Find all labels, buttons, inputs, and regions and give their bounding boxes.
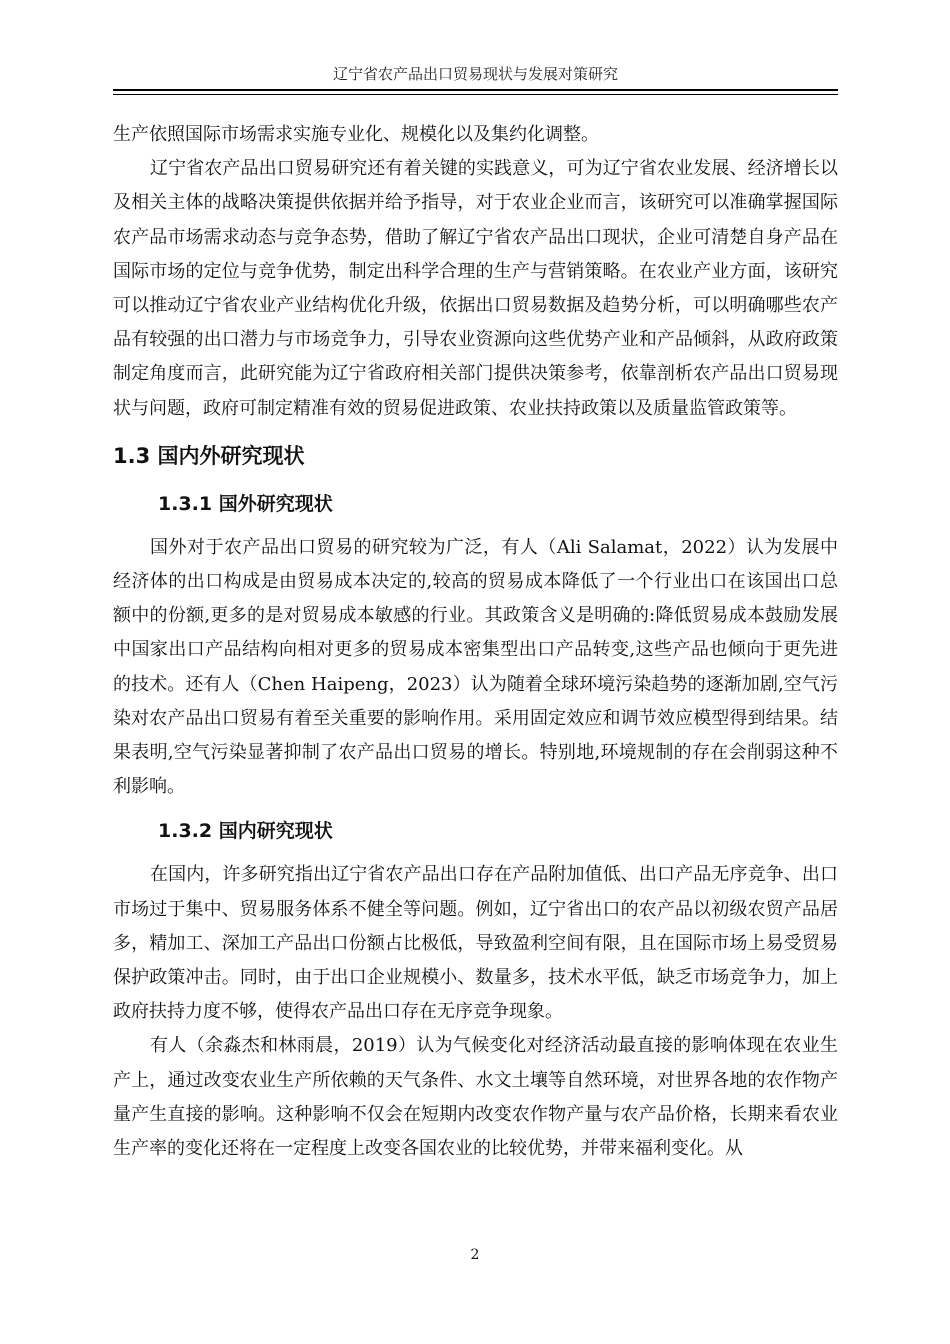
page-number: 2: [470, 1247, 480, 1263]
subsection-heading-1-3-2: 1.3.2 国内研究现状: [158, 820, 333, 843]
paragraph-foreign-research: 国外对于农产品出口贸易的研究较为广泛，有人（Ali Salamat，2022）认为发展中经济体的出口构成是由贸易成本决定的,较高的贸易成本降低了一个行业出口在该国出口总额中的份额,更多的是对贸易成本敏感的行业。其政策含义是明确的:降低贸易成本鼓励发展中国家出口产品结构向相对更多的贸易成本密集型出口产品转变,这些产品也倾向于更先进的技术。还有人（Chen Haipeng，2023）认为随着全球环境污染趋势的逐渐加剧,空气污染对农产品出口贸易有着至关重要的影响作用。采用固定效应和调节效应模型得到结果。结果表明,空气污染显著抑制了农产品出口贸易的增长。特别地,环境规制的存在会削弱这种不利影响。: [113, 536, 838, 798]
paragraph-domestic-research: 在国内，许多研究指出辽宁省农产品出口存在产品附加值低、出口产品无序竞争、出口市场过于集中、贸易服务体系不健全等问题。例如，辽宁省出口的农产品以初级农贸产品居多，精加工、深加工产品出口份额占比极低，导致盈利空间有限，且在国际市场上易受贸易保护政策冲击。同时，由于出口企业规模小、数量多，技术水平低，缺乏市场竞争力，加上政府扶持力度不够，使得农产品出口存在无序竞争现象。: [113, 864, 838, 1023]
page-body: [113, 118, 838, 1166]
paragraph-practical-significance: 辽宁省农产品出口贸易研究还有着关键的实践意义，可为辽宁省农业发展、经济增长以及相关主体的战略决策提供依据并给予指导，对于农业企业而言，该研究可以准确掌握国际农产品市场需求动态与竞争态势，借助了解辽宁省农产品出口现状，企业可清楚自身产品在国际市场的定位与竞争优势，制定出科学合理的生产与营销策略。在农业产业方面，该研究可以推动辽宁省农业产业结构优化升级，依据出口贸易数据及趋势分析，可以明确哪些农产品有较强的出口潜力与市场竞争力，引导农业资源向这些优势产业和产品倾斜，从政府政策制定角度而言，此研究能为辽宁省政府相关部门提供决策参考，依靠剖析农产品出口贸易现状与问题，政府可制定精准有效的贸易促进政策、农业扶持政策以及质量监管政策等。: [113, 158, 838, 419]
header-rule-thin: [113, 94, 838, 95]
subsection-heading-1-3-1: 1.3.1 国外研究现状: [158, 492, 333, 515]
running-header: 辽宁省农产品出口贸易现状与发展对策研究: [332, 65, 618, 83]
header-rule-thick: [113, 89, 838, 91]
paragraph-climate-research: 有人（余淼杰和林雨晨，2019）认为气候变化对经济活动最直接的影响体现在农业生产上，通过改变农业生产所依赖的天气条件、水文土壤等自然环境，对世界各地的农作物产量产生直接的影响。这种影响不仅会在短期内改变农作物产量与农产品价格，长期来看农业生产率的变化还将在一定程度上改变各国农业的比较优势，并带来福利变化。从: [113, 1035, 838, 1160]
section-heading-1-3: 1.3 国内外研究现状: [113, 443, 305, 468]
paragraph-continuation: 生产依照国际市场需求实施专业化、规模化以及集约化调整。: [113, 124, 599, 145]
